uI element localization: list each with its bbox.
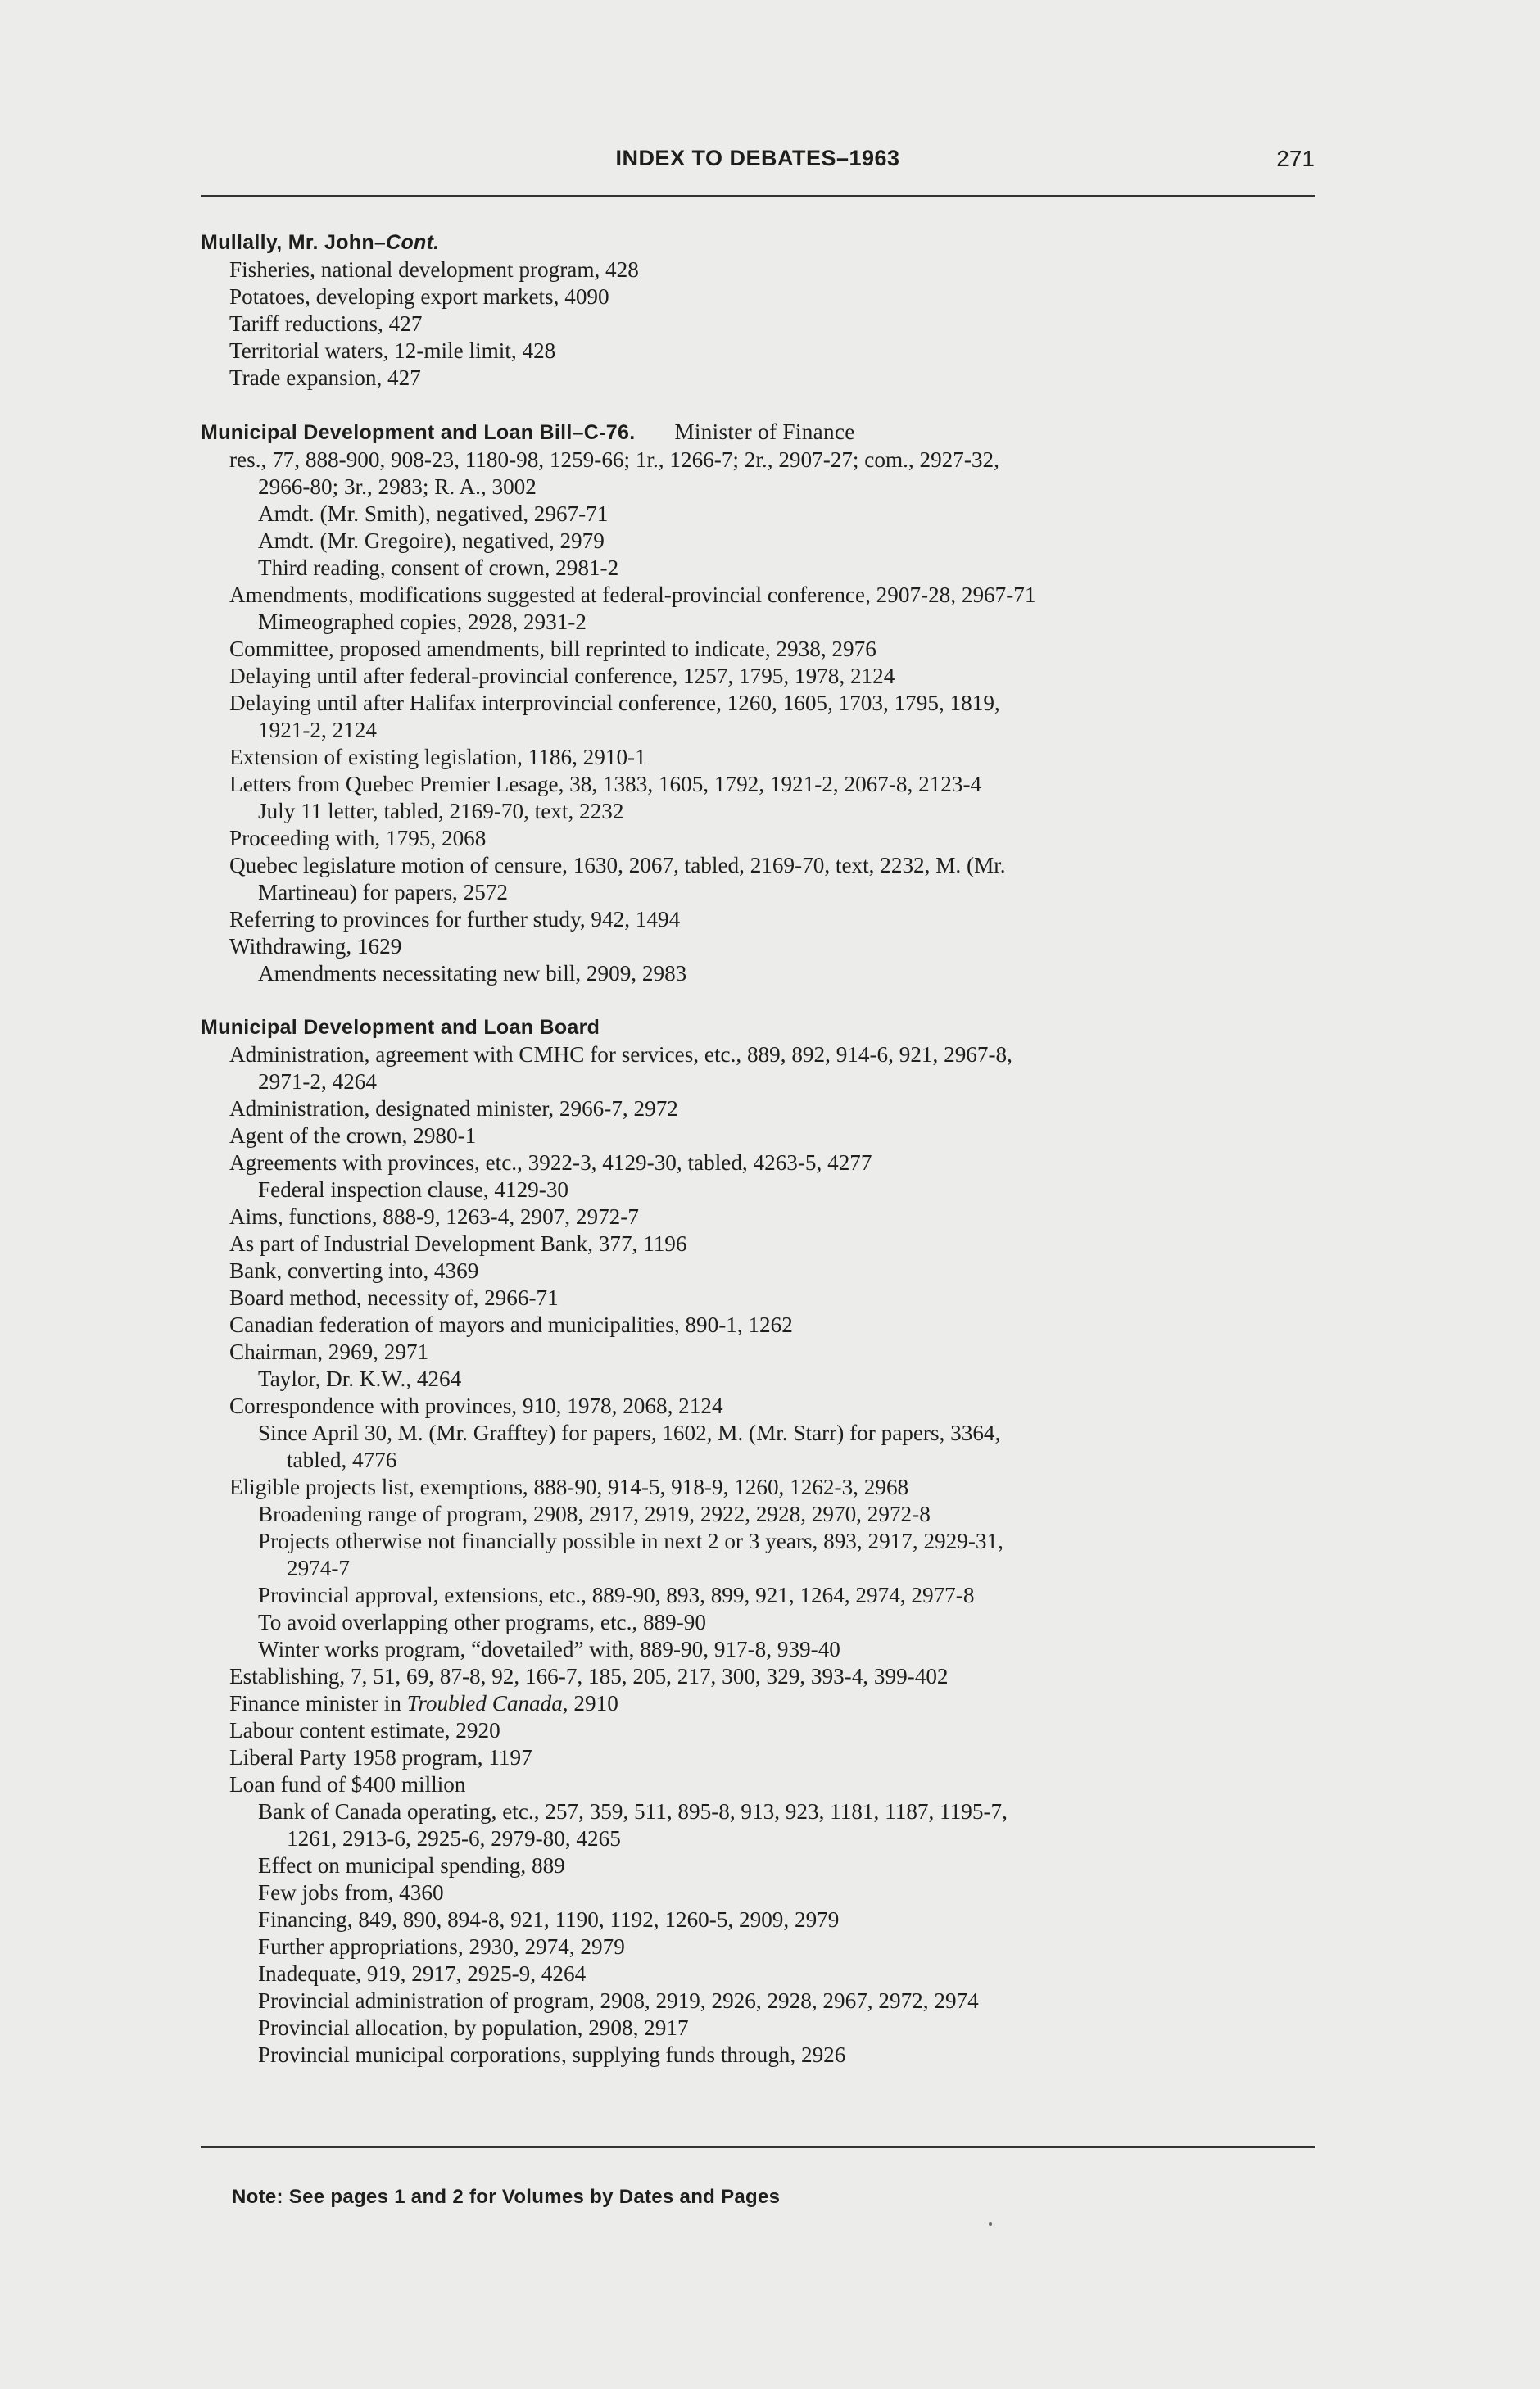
entry-text: Winter works program, “dovetailed” with, 889-90, 917-8, 939-40	[258, 1637, 840, 1661]
entry-text: Provincial approval, extensions, etc., 889-90, 893, 899, 921, 1264, 2974, 2977-8	[258, 1583, 975, 1607]
index-subentry	[201, 1852, 1319, 1879]
entry-text: Committee, proposed amendments, bill reprinted to indicate, 2938, 2976	[229, 637, 876, 661]
index-subentry	[201, 1420, 1319, 1447]
index-entry	[201, 1095, 1319, 1122]
entry-continuation	[201, 1555, 1319, 1582]
entry-text: 2974-7	[287, 1556, 351, 1580]
heading-text: Municipal Development and Loan Bill–C-76.	[201, 421, 636, 444]
entry-text: Extension of existing legislation, 1186, 2910-1	[229, 745, 646, 769]
index-subentry	[201, 1366, 1319, 1393]
index-entry	[201, 636, 1319, 663]
index-entry	[201, 582, 1319, 609]
entry-text: Potatoes, developing export markets, 4090	[229, 284, 609, 309]
entry-text: Agent of the crown, 2980-1	[229, 1123, 477, 1148]
entry-text: res., 77, 888-900, 908-23, 1180-98, 1259-66; 1r., 1266-7; 2r., 2907-27; com., 2927-32,	[229, 447, 999, 472]
entry-text: Third reading, consent of crown, 2981-2	[258, 555, 619, 580]
index-subentry	[201, 1501, 1319, 1528]
index-subentry	[201, 609, 1319, 636]
footer-rule	[201, 2146, 1315, 2148]
entry-text: Amdt. (Mr. Smith), negatived, 2967-71	[258, 501, 609, 526]
entry-text: Aims, functions, 888-9, 1263-4, 2907, 2972-7	[229, 1204, 639, 1229]
index-entry	[201, 825, 1319, 852]
index-subentry	[201, 1988, 1319, 2015]
entry-text: Amendments necessitating new bill, 2909, 2983	[258, 961, 687, 986]
index-entry	[201, 1339, 1319, 1366]
header-rule	[201, 195, 1315, 197]
entry-text: Finance minister in	[229, 1691, 407, 1716]
index-heading	[201, 419, 1319, 447]
index-entry	[201, 1744, 1319, 1771]
index-entry	[201, 311, 1319, 338]
index-entry	[201, 933, 1319, 960]
index-subentry	[201, 1933, 1319, 1961]
index-subentry	[201, 2042, 1319, 2069]
entry-italic-title: Troubled Canada,	[406, 1691, 568, 1716]
entry-text: Letters from Quebec Premier Lesage, 38, 1383, 1605, 1792, 1921-2, 2067-8, 2123-4	[229, 772, 982, 796]
entry-text: Establishing, 7, 51, 69, 87-8, 92, 166-7, 185, 205, 217, 300, 329, 393-4, 399-402	[229, 1664, 949, 1689]
entry-text: Few jobs from, 4360	[258, 1880, 444, 1905]
entry-text: Inadequate, 919, 2917, 2925-9, 4264	[258, 1961, 587, 1986]
entry-text: tabled, 4776	[287, 1448, 397, 1472]
entry-text: Referring to provinces for further study, 942, 1494	[229, 907, 681, 932]
entry-continuation	[201, 1447, 1319, 1474]
index-entry	[201, 1393, 1319, 1420]
entry-text: Projects otherwise not financially possible in next 2 or 3 years, 893, 2917, 2929-31,	[258, 1529, 1003, 1553]
index-entry	[201, 744, 1319, 771]
entry-text: Withdrawing, 1629	[229, 934, 402, 959]
index-subentry	[201, 474, 1319, 501]
entry-text: Administration, designated minister, 2966-7, 2972	[229, 1096, 678, 1121]
index-subentry	[201, 879, 1319, 906]
index-entry	[201, 1474, 1319, 1501]
index-entry	[201, 1771, 1319, 1798]
entry-text: Liberal Party 1958 program, 1197	[229, 1745, 532, 1770]
entry-text: Tariff reductions, 427	[229, 311, 423, 336]
index-subentry	[201, 1961, 1319, 1988]
index-subentry	[201, 1879, 1319, 1906]
index-entry	[201, 338, 1319, 365]
index-heading	[201, 229, 1319, 256]
entry-text: Amdt. (Mr. Gregoire), negatived, 2979	[258, 528, 605, 553]
entry-text: Territorial waters, 12-mile limit, 428	[229, 338, 556, 363]
index-entry	[201, 1690, 1319, 1717]
heading-suffix: Cont.	[386, 231, 440, 254]
entry-text: Proceeding with, 1795, 2068	[229, 826, 487, 850]
index-entry	[201, 906, 1319, 933]
index-subentry	[201, 960, 1319, 987]
entry-text: Federal inspection clause, 4129-30	[258, 1177, 569, 1202]
entry-text: Fisheries, national development program, 428	[229, 257, 639, 282]
index-heading	[201, 1014, 1319, 1041]
entry-text: Correspondence with provinces, 910, 1978, 2068, 2124	[229, 1394, 723, 1418]
index-entry	[201, 365, 1319, 392]
entry-text: Agreements with provinces, etc., 3922-3, 4129-30, tabled, 4263-5, 4277	[229, 1150, 872, 1175]
page-header	[201, 146, 1315, 179]
index-entry	[201, 663, 1319, 690]
index-subentry	[201, 1068, 1319, 1095]
index-entry	[201, 447, 1319, 474]
index-subentry	[201, 717, 1319, 744]
entry-text: Quebec legislature motion of censure, 1630, 2067, tabled, 2169-70, text, 2232, M. (Mr.	[229, 853, 1006, 877]
entry-text: Loan fund of $400 million	[229, 1772, 466, 1797]
page-number: 271	[1276, 146, 1315, 171]
index-entry	[201, 1122, 1319, 1149]
heading-text: Municipal Development and Loan Board	[201, 1016, 600, 1039]
entry-text: Provincial municipal corporations, supplying funds through, 2926	[258, 2042, 846, 2067]
entry-text: 1921-2, 2124	[258, 718, 377, 742]
index-entry	[201, 1312, 1319, 1339]
scan-speck	[989, 2222, 992, 2226]
index-subentry	[201, 555, 1319, 582]
index-entry	[201, 771, 1319, 798]
entry-text: Trade expansion, 427	[229, 365, 421, 390]
entry-text: Martineau) for papers, 2572	[258, 880, 508, 904]
entry-text: 2966-80; 3r., 2983; R. A., 3002	[258, 474, 537, 499]
page-title: INDEX TO DEBATES–1963	[615, 146, 900, 170]
entry-text: 1261, 2913-6, 2925-6, 2979-80, 4265	[287, 1826, 621, 1851]
index-subentry	[201, 1609, 1319, 1636]
index-subentry	[201, 1176, 1319, 1204]
index-entry	[201, 1258, 1319, 1285]
entry-text: Delaying until after Halifax interprovincial conference, 1260, 1605, 1703, 1795, 1819,	[229, 691, 1000, 715]
index-entry	[201, 690, 1319, 717]
entry-text: Administration, agreement with CMHC for services, etc., 889, 892, 914-6, 921, 2967-8,	[229, 1042, 1012, 1067]
entry-text: Labour content estimate, 2920	[229, 1718, 500, 1743]
footer-note: Note: See pages 1 and 2 for Volumes by Dates and Pages	[232, 2186, 781, 2208]
entry-text: Bank of Canada operating, etc., 257, 359, 511, 895-8, 913, 923, 1181, 1187, 1195-7,	[258, 1799, 1008, 1824]
index-subentry	[201, 528, 1319, 555]
entry-text: July 11 letter, tabled, 2169-70, text, 2232	[258, 799, 624, 823]
heading-text: Mullally, Mr. John–	[201, 231, 387, 254]
entry-text: Delaying until after federal-provincial conference, 1257, 1795, 1978, 2124	[229, 664, 895, 688]
entry-text: Board method, necessity of, 2966-71	[229, 1285, 559, 1310]
index-subentry	[201, 1582, 1319, 1609]
entry-text: As part of Industrial Development Bank, 377, 1196	[229, 1231, 687, 1256]
entry-text: Provincial administration of program, 2908, 2919, 2926, 2928, 2967, 2972, 2974	[258, 1988, 979, 2013]
entry-text: Financing, 849, 890, 894-8, 921, 1190, 1192, 1260-5, 2909, 2979	[258, 1907, 840, 1932]
index-subentry	[201, 2015, 1319, 2042]
index-subentry	[201, 798, 1319, 825]
index-subentry	[201, 501, 1319, 528]
entry-text: Eligible projects list, exemptions, 888-90, 914-5, 918-9, 1260, 1262-3, 2968	[229, 1475, 909, 1499]
index-entry	[201, 1041, 1319, 1068]
entry-text: 2971-2, 4264	[258, 1069, 377, 1094]
index-entry	[201, 1231, 1319, 1258]
entry-text: Effect on municipal spending, 889	[258, 1853, 565, 1878]
entry-text: Broadening range of program, 2908, 2917, 2919, 2922, 2928, 2970, 2972-8	[258, 1502, 931, 1526]
index-subentry	[201, 1798, 1319, 1825]
entry-text: Taylor, Dr. K.W., 4264	[258, 1367, 462, 1391]
entry-text: Bank, converting into, 4369	[229, 1258, 479, 1283]
entry-text: Chairman, 2969, 2971	[229, 1340, 429, 1364]
index-subentry	[201, 1636, 1319, 1663]
sponsoring-minister: Minister of Finance	[674, 419, 855, 444]
index-entry	[201, 1663, 1319, 1690]
index-entry	[201, 256, 1319, 283]
entry-text: To avoid overlapping other programs, etc., 889-90	[258, 1610, 706, 1634]
index-entry	[201, 283, 1319, 311]
entry-text: Mimeographed copies, 2928, 2931-2	[258, 610, 587, 634]
index-entry	[201, 1149, 1319, 1176]
entry-text: Amendments, modifications suggested at federal-provincial conference, 2907-28, 2967-71	[229, 583, 1036, 607]
index-entry	[201, 1204, 1319, 1231]
index-subentry	[201, 1528, 1319, 1555]
entry-text: Since April 30, M. (Mr. Grafftey) for papers, 1602, M. (Mr. Starr) for papers, 3364,	[258, 1421, 1001, 1445]
index-entry	[201, 1285, 1319, 1312]
index-entries	[201, 229, 1319, 2069]
entry-text: Provincial allocation, by population, 2908, 2917	[258, 2015, 689, 2040]
entry-text: Further appropriations, 2930, 2974, 2979	[258, 1934, 625, 1959]
entry-spacer	[201, 987, 1319, 1014]
entry-spacer	[201, 392, 1319, 419]
entry-text-after: 2910	[568, 1691, 618, 1716]
entry-text: Canadian federation of mayors and municipalities, 890-1, 1262	[229, 1312, 793, 1337]
index-entry	[201, 852, 1319, 879]
entry-continuation	[201, 1825, 1319, 1852]
index-entry	[201, 1717, 1319, 1744]
index-subentry	[201, 1906, 1319, 1933]
